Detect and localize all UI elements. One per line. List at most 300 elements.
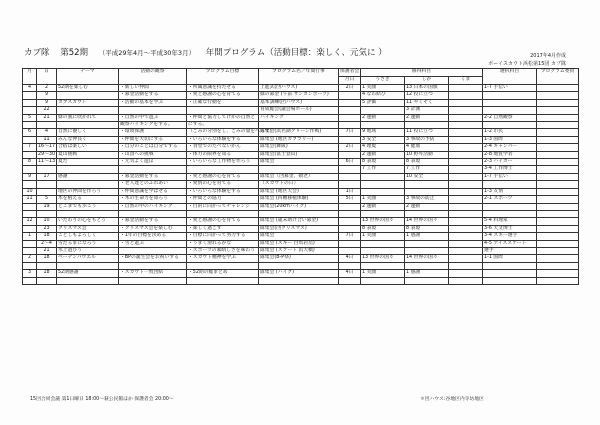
cell-view: ・自然の中で遊ぶ xyxy=(119,114,187,121)
cell-goal: ・所属意識を持たせる xyxy=(187,85,259,92)
cell-rank-a: 2 運動 xyxy=(361,114,405,121)
cell-month xyxy=(23,181,37,188)
cell-event: 隊集会(団クリスマス) xyxy=(259,225,339,232)
cell-select xyxy=(483,262,537,269)
cell-parent-day: 6日 xyxy=(339,159,361,166)
cell-theme: ことしもよろしく xyxy=(57,233,119,240)
cell-rank-a: 13 世界の国々 xyxy=(361,218,405,225)
cell-event: 隊集会(20kmハイク) xyxy=(259,203,339,210)
cell-parent-day xyxy=(339,173,361,180)
cell-day: 18 xyxy=(37,255,57,262)
cell-rank-c xyxy=(449,225,483,232)
cell-rank-c xyxy=(449,136,483,143)
cell-day: 17 xyxy=(37,173,57,180)
table-row xyxy=(23,99,579,106)
page-title xyxy=(24,46,395,58)
table-row xyxy=(23,247,579,254)
cell-month xyxy=(23,277,37,284)
cell-event: ハイキング xyxy=(259,114,339,121)
table-row xyxy=(23,166,579,173)
cell-view: ・スカウト一致団結 xyxy=(119,270,187,277)
cell-rank-a: 8 表現 xyxy=(361,225,405,232)
cell-rank-c xyxy=(449,233,483,240)
cell-month xyxy=(23,210,37,217)
cell-select xyxy=(483,270,537,277)
cell-event: 隊集会 (地区大会) xyxy=(259,188,339,195)
cell-rank-b xyxy=(405,240,449,247)
cell-theme xyxy=(57,92,119,99)
cell-rank-a: 1 笑顔 xyxy=(361,233,405,240)
cell-theme: どこまでも歩こう xyxy=(57,203,119,210)
program-title: 年間プログラム（活動目標：楽しく、元気に ） xyxy=(205,48,387,58)
cell-event: 隊集会(B-P祭) xyxy=(259,255,339,262)
cell-rank-b: 12 役に立つ xyxy=(405,92,449,99)
cell-day: 21 xyxy=(37,114,57,121)
cell-goal xyxy=(187,262,259,269)
cell-day: 23 xyxy=(37,225,57,232)
footer-legend: ＊団ハウス:谷地区内寺坊地区 xyxy=(420,397,484,402)
cell-month: 6 xyxy=(23,129,37,136)
cell-view xyxy=(119,247,187,254)
cell-view: ・新しい仲間 xyxy=(119,85,187,92)
cell-month: 2 xyxy=(23,255,37,262)
cell-staff xyxy=(537,166,579,173)
cell-day: 18 xyxy=(37,270,57,277)
col-goal: プログラム目標 xyxy=(187,69,259,85)
cell-view: ・自然の中のハイキング xyxy=(119,203,187,210)
cell-parent-day xyxy=(339,122,361,129)
cell-goal: ・愛情の心を育てる xyxy=(187,181,259,188)
footer-note: 15団合同会議 第1日曜日 18:00～萩公民館ほか 保護者会 20:00～ xyxy=(30,397,174,402)
cell-staff xyxy=(537,159,579,166)
table-row xyxy=(23,210,579,217)
cell-parent-day xyxy=(339,247,361,254)
cell-rank-c xyxy=(449,99,483,106)
date-range: （平成29年4月～平成30年3月） xyxy=(98,49,196,57)
cell-parent-day: 1日 xyxy=(339,188,361,195)
cell-day: 4 xyxy=(37,129,57,136)
table-row xyxy=(23,277,579,284)
cell-rank-c xyxy=(449,203,483,210)
cell-day: 11〜13 xyxy=(38,159,56,165)
cell-rank-a xyxy=(361,122,405,129)
cell-month xyxy=(23,166,37,173)
table-row xyxy=(23,122,579,129)
cell-rank-a xyxy=(361,240,405,247)
program-table xyxy=(22,68,579,285)
table-row xyxy=(23,262,579,269)
cell-event xyxy=(259,262,339,269)
cell-day xyxy=(37,262,57,269)
cell-theme xyxy=(57,262,119,269)
cell-rank-b: 2 運動 xyxy=(405,203,449,210)
col-month: 月 xyxy=(23,69,37,85)
cell-rank-a xyxy=(361,181,405,188)
cell-rank-a: 4 理髪 xyxy=(361,144,405,151)
period-label: 第52期 xyxy=(60,48,89,58)
cell-goal: ・52期の総まとめ xyxy=(187,270,259,277)
cell-day: 29〜30 xyxy=(38,151,56,157)
cell-rank-b: 14 世界の国々 xyxy=(405,255,449,262)
cell-parent-day: 2日 xyxy=(339,144,361,151)
cell-goal: ・目的に向かってチャレンジ xyxy=(187,203,259,210)
cell-goal: ・愛と感謝の心を育てる xyxy=(187,173,259,180)
cell-staff xyxy=(537,99,579,106)
cell-staff xyxy=(537,144,579,151)
cell-rank-c xyxy=(449,166,483,173)
cell-event: 上進式(団ハウス) xyxy=(259,85,339,92)
table-row xyxy=(23,255,579,262)
cell-theme: 合宿は楽しい xyxy=(57,144,119,151)
cell-day xyxy=(37,188,57,195)
col-theme: テーマ xyxy=(57,69,119,85)
table-row xyxy=(23,270,579,277)
cell-view: ・老人達とのふれあい xyxy=(119,181,187,188)
cell-rank-b: 14 世界の国々 xyxy=(405,218,449,225)
cell-view: ・募金活動をする xyxy=(119,173,187,180)
cell-rank-a: 1 笑顔 xyxy=(361,85,405,92)
cell-goal: ・体力の限界を知る xyxy=(187,151,259,158)
cell-event: 隊集会 (地区カブラリー) xyxy=(259,136,339,143)
cell-month xyxy=(23,203,37,210)
cell-month: 4 xyxy=(23,85,37,92)
cell-staff xyxy=(537,225,579,232)
cell-month xyxy=(23,225,37,232)
cell-theme: ベーデンパウエル xyxy=(57,255,119,262)
cell-goal xyxy=(187,107,259,114)
cell-parent-day xyxy=(339,240,361,247)
cell-day xyxy=(37,210,57,217)
cell-rank-c xyxy=(449,85,483,92)
cell-select: 1-2 市民 xyxy=(483,129,537,136)
table-row xyxy=(23,203,579,210)
cell-parent-day xyxy=(339,107,361,114)
cell-staff xyxy=(537,85,579,92)
cell-parent-day xyxy=(339,262,361,269)
header-row xyxy=(23,69,579,77)
cell-rank-b xyxy=(405,181,449,188)
cell-parent-day xyxy=(339,181,361,188)
cell-select xyxy=(483,122,537,129)
cell-rank-c xyxy=(449,210,483,217)
cell-parent-day xyxy=(339,225,361,232)
organization: ボーイスカウト浜松第15団 カブ隊 xyxy=(488,61,566,67)
cell-rank-a: 4 なわ結び xyxy=(361,92,405,99)
cell-theme: みんな仲良く xyxy=(57,136,119,143)
cell-staff xyxy=(537,277,579,284)
cell-rank-b xyxy=(405,122,449,129)
cell-select: 5-4 料理家 xyxy=(483,218,537,225)
col-parent-day: 月日 xyxy=(339,77,361,85)
cell-day: 10 xyxy=(37,218,57,225)
cell-parent-day: 7日 xyxy=(339,129,361,136)
cell-rank-a: 7 工作 xyxy=(361,166,405,173)
cell-rank-c xyxy=(449,159,483,166)
table-row xyxy=(23,218,579,225)
cell-parent-day xyxy=(339,203,361,210)
cell-theme: 52期を楽しむ xyxy=(57,85,119,92)
cell-goal xyxy=(187,277,259,284)
cell-staff xyxy=(537,196,579,203)
col-rank-b: しか xyxy=(405,77,449,85)
cell-parent-day: 4日 xyxy=(339,255,361,262)
cell-rank-a xyxy=(361,277,405,284)
col-select: 選択科目 xyxy=(483,69,537,85)
cell-staff xyxy=(537,270,579,277)
cell-month: 5 xyxy=(23,114,37,121)
cell-rank-a xyxy=(361,210,405,217)
cell-rank-b: 13 日本の国旗 xyxy=(405,85,449,92)
cell-staff xyxy=(537,92,579,99)
cell-rank-b: 3 事故の防止 xyxy=(405,196,449,203)
cell-event: 隊集会(浜名湖グリーン作戦) xyxy=(259,129,339,136)
cell-rank-b xyxy=(405,277,449,284)
cell-rank-b: 2 運動 xyxy=(405,114,449,121)
cell-goal: ・正確な行動を xyxy=(187,99,259,106)
cell-parent-day xyxy=(339,136,361,143)
cell-select: 4-5 アイススケート xyxy=(483,240,537,247)
cell-rank-b: 1 感謝 xyxy=(405,270,449,277)
col-view: 活動の観察 xyxy=(119,69,187,85)
cell-view: 観察ハイキングをする。 xyxy=(119,122,187,129)
cell-rank-b: 3 計測 xyxy=(405,107,449,114)
cell-month: 9 xyxy=(23,173,37,180)
table-row xyxy=(23,240,579,247)
cell-day xyxy=(37,277,57,284)
cell-goal: （ごみの分別をし、ごみの量をへらす） xyxy=(188,129,275,135)
cell-rank-b xyxy=(405,247,449,254)
cell-rank-a: 3 安全 xyxy=(361,136,405,143)
cell-day: 5 xyxy=(37,196,57,203)
cell-day: 19 xyxy=(37,203,57,210)
cell-event: 隊集会 (四難移植体験) xyxy=(259,196,339,203)
cell-view: ・仲間を大切にする xyxy=(119,136,187,143)
cell-view: ・元気よく遊ぼ xyxy=(119,159,187,166)
cell-theme xyxy=(57,210,119,217)
table-row xyxy=(23,85,579,92)
cell-select: 2-4 キャンパー xyxy=(483,144,537,151)
cell-theme xyxy=(57,166,119,173)
cell-view: ・環境保護 xyxy=(119,129,187,136)
cell-rank-c xyxy=(449,144,483,151)
cell-day: 9 xyxy=(37,92,57,99)
cell-day xyxy=(37,122,57,129)
cell-day: 21 xyxy=(37,247,57,254)
cell-rank-b xyxy=(405,210,449,217)
cell-select: 1-3 友情 xyxy=(483,188,537,195)
cell-goal: ・目標に向かって努力する xyxy=(187,233,259,240)
table-row xyxy=(23,188,579,195)
cell-parent-day xyxy=(339,151,361,158)
cell-theme: 緑の風に吹かれて xyxy=(57,114,119,121)
cell-rank-a: 13 世界の国々 xyxy=(361,255,405,262)
table-row xyxy=(23,233,579,240)
cell-parent-day xyxy=(339,166,361,173)
cell-day: 16〜17 xyxy=(38,144,56,150)
cell-day: 22 xyxy=(37,107,57,114)
cell-theme: 雪だるまになろう xyxy=(57,240,119,247)
cell-month xyxy=(23,122,37,129)
cell-event: （スカウトの日） xyxy=(259,181,339,188)
cell-view: ・BPの誕生会をお祝いする xyxy=(119,255,187,262)
cell-staff xyxy=(537,247,579,254)
unit-name: カブ隊 xyxy=(24,48,50,58)
cell-rank-b: 7 工作 xyxy=(405,166,449,173)
cell-view xyxy=(119,277,187,284)
cell-select xyxy=(483,277,537,284)
cell-select: 1-3 国際 xyxy=(483,136,537,143)
cell-theme: 地区の仲間を作ろう xyxy=(57,188,119,195)
cell-parent-day xyxy=(339,277,361,284)
cell-theme xyxy=(57,277,119,284)
table-row xyxy=(23,181,579,188)
cell-goal: ・愛と感謝の心を育てる xyxy=(187,218,259,225)
cell-event: 隊集会 (歳末助け合い募金) xyxy=(259,218,339,225)
cell-select: 1-7 手伝い xyxy=(483,173,537,180)
cell-rank-b: 10 安全 xyxy=(405,173,449,180)
cell-theme: クリスマス会 xyxy=(57,225,119,232)
cell-event xyxy=(259,210,339,217)
cell-day: 11 xyxy=(37,136,57,143)
table-row xyxy=(23,151,579,158)
cell-theme: 木を植える xyxy=(57,196,119,203)
cell-event: 緑の募金 (午前 サンカンポーツ) xyxy=(259,92,339,99)
cell-select xyxy=(483,181,537,188)
cell-goal: ・食堂でのたべないかん xyxy=(187,144,259,151)
table-row xyxy=(23,92,579,99)
cell-goal: ・スポーツの素晴しさを味わう xyxy=(187,247,259,254)
cell-event: 隊集会（団募金、敬老） xyxy=(259,173,339,180)
cell-month xyxy=(23,262,37,269)
cell-parent-day xyxy=(339,210,361,217)
cell-select xyxy=(483,107,537,114)
cell-staff xyxy=(537,136,579,143)
cell-day: 18 xyxy=(37,233,57,240)
cell-select: 3-4 スキー選手 xyxy=(483,233,537,240)
col-parent: 保護者会 xyxy=(339,69,361,77)
cell-select xyxy=(483,210,537,217)
cell-staff xyxy=(537,210,579,217)
cell-staff xyxy=(537,114,579,121)
cell-view: ・木の生命力を知ろう xyxy=(119,196,187,203)
table-row xyxy=(23,159,579,166)
cell-month: 11 xyxy=(23,196,37,203)
cell-rank-a xyxy=(361,247,405,254)
cell-theme: 52期感謝 xyxy=(57,270,119,277)
cell-rank-b: 8 表現 xyxy=(405,225,449,232)
cell-rank-a: 5 評価 xyxy=(361,99,405,106)
cell-goal: ・仲間との協力 xyxy=(187,196,259,203)
cell-theme xyxy=(57,181,119,188)
cell-month: 12 xyxy=(23,218,37,225)
cell-month xyxy=(23,92,37,99)
cell-goal: ・いろいろな工作物を作ろう xyxy=(187,159,259,166)
cell-day: 2 xyxy=(37,85,57,92)
cell-rank-c xyxy=(449,218,483,225)
cell-rank-c xyxy=(449,173,483,180)
cell-view: ・募金活動をする xyxy=(119,218,187,225)
cell-theme: 夏山挑戦 xyxy=(57,151,119,158)
cell-rank-c xyxy=(449,262,483,269)
cell-select: 1-1 国際 xyxy=(483,255,537,262)
col-day: 日 xyxy=(37,69,57,85)
cell-event: 隊集会 xyxy=(259,233,339,240)
cell-rank-a xyxy=(361,107,405,114)
cell-rank-b: 3 事故の予防 xyxy=(405,136,449,143)
col-rank-a: うさぎ xyxy=(361,77,405,85)
cell-select xyxy=(483,92,537,99)
cell-rank-c xyxy=(449,122,483,129)
cell-rank-c xyxy=(449,151,483,158)
cell-staff xyxy=(537,262,579,269)
cell-select: 2-8 地質学者 xyxy=(483,151,537,158)
cell-rank-a: 2 運動 xyxy=(361,203,405,210)
cell-day: 9 xyxy=(37,99,57,106)
cell-parent-day: 2日 xyxy=(339,85,361,92)
cell-event: 隊集会(舞阪) xyxy=(259,144,339,151)
cell-select: 3-6 天文博士 xyxy=(483,225,537,232)
table-row xyxy=(23,129,579,136)
cell-month: 10 xyxy=(23,188,37,195)
cell-rank-b: 11 やくそく xyxy=(405,99,449,106)
cell-month xyxy=(23,240,37,247)
cell-parent-day xyxy=(339,99,361,106)
cell-goal xyxy=(187,166,259,173)
cell-rank-c xyxy=(449,107,483,114)
cell-month: 3 xyxy=(23,270,37,277)
cell-day xyxy=(37,181,57,188)
col-rank-c: くま xyxy=(449,77,483,85)
cell-view: ・雪と遊ぶ xyxy=(119,240,187,247)
cell-theme xyxy=(57,107,119,114)
cell-month xyxy=(23,99,37,106)
cell-staff xyxy=(537,255,579,262)
cell-view: ・活動の基本を学ぶ xyxy=(119,99,187,106)
cell-month xyxy=(23,136,37,143)
cell-event: 隊集会 xyxy=(259,159,339,166)
cell-event: 育成総会(議会場ホール) xyxy=(259,107,339,114)
cell-rank-c xyxy=(449,114,483,121)
cell-parent-day: 4日 xyxy=(339,270,361,277)
cell-select xyxy=(483,99,537,106)
cell-staff xyxy=(537,151,579,158)
cell-view: ・クリスマス会を楽しむ xyxy=(119,225,187,232)
cell-event: 隊集会 (スキー 白馬岩岳) xyxy=(259,240,339,247)
cell-staff xyxy=(537,107,579,114)
cell-month xyxy=(23,107,37,114)
cell-day xyxy=(37,166,57,173)
cell-goal: ・うまく滑れるかな xyxy=(187,240,259,247)
cell-month: 8 xyxy=(23,159,37,166)
cell-staff xyxy=(537,233,579,240)
cell-rank-b xyxy=(405,262,449,269)
cell-rank-a: 1 笑顔 xyxy=(361,196,405,203)
cell-view xyxy=(119,262,187,269)
cell-rank-b: 10 野外活動 xyxy=(405,151,449,158)
created-date: 2017年4月作成 xyxy=(530,53,566,59)
cell-select: 2-3 ハイカー xyxy=(483,159,537,166)
cell-rank-c xyxy=(449,270,483,277)
cell-rank-b xyxy=(405,188,449,195)
cell-select: 3-4 工作博士 xyxy=(483,166,537,173)
cell-select: 選手 xyxy=(483,247,537,254)
cell-view: ・自分のことは自分でする xyxy=(119,144,187,151)
cell-rank-a: 9 地域 xyxy=(361,129,405,136)
cell-goal: ・楽しく過ごす xyxy=(187,225,259,232)
table-row xyxy=(23,196,579,203)
cell-rank-a: 1 笑顔 xyxy=(361,270,405,277)
cell-staff xyxy=(537,122,579,129)
